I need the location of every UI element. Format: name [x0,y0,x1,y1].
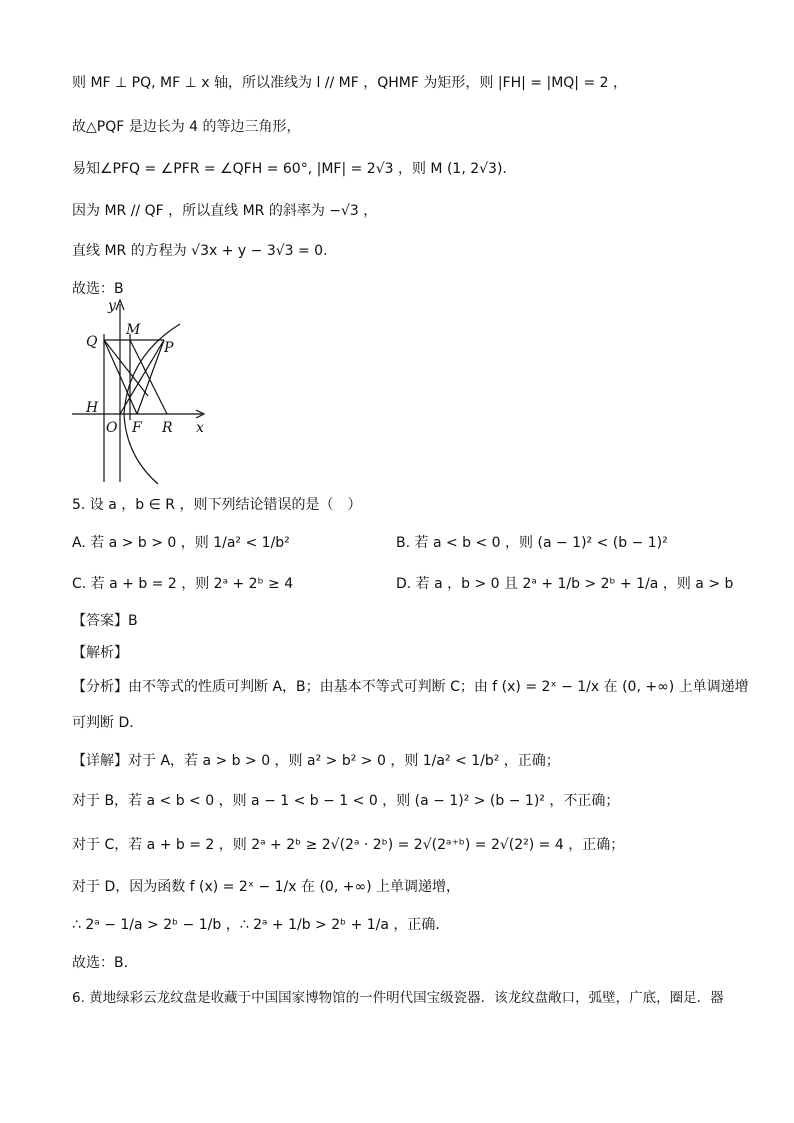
detail-line-3: 对于 C，若 a + b = 2 ，则 2ᵃ + 2ᵇ ≥ 2√(2ᵃ · 2ᵇ) = 2√(2ᵃ⁺ᵇ) = 2√(2²) = 4 ，正确； [72,837,625,853]
segment-misc [120,340,164,414]
label-r: R [162,420,173,436]
label-x: x [196,420,204,436]
text-line-4: 因为 MR // QF ，所以直线 MR 的斜率为 −√3 ， [72,203,378,219]
answer-label: 【答案】B [72,613,138,629]
detail-line-4: 对于 D，因为函数 f (x) = 2ˣ − 1/x 在 (0, +∞) 上单调递增， [72,879,461,895]
label-m: M [126,322,141,338]
question-5: 5. 设 a ，b ∈ R ，则下列结论错误的是（ ） [72,497,362,513]
question-6: 6. 黄地绿彩云龙纹盘是收藏于中国国家博物馆的一件明代国宝级瓷器．该龙纹盘敞口，弧壁，广底，圈足．器 [72,990,724,1006]
option-d: D. 若 a ，b > 0 且 2ᵃ + 1/b > 2ᵇ + 1/a ，则 a > b [396,576,734,592]
analysis-text-2: 可判断 D. [72,715,134,731]
option-a: A. 若 a > b > 0 ，则 1/a² < 1/b² [72,535,290,551]
label-h: H [86,400,99,416]
analysis-text: 【分析】由不等式的性质可判断 A，B；由基本不等式可判断 C；由 f (x) = 2ˣ − 1/x 在 (0, +∞) 上单调递增 [72,679,749,695]
label-y: y [108,298,116,314]
text-line-1: 则 MF ⊥ PQ, MF ⊥ x 轴，所以准线为 l // MF ，QHMF 为矩形，则 |FH| = |MQ| = 2 ， [72,75,628,91]
detail-line-1: 【详解】对于 A，若 a > b > 0 ，则 a² > b² > 0 ，则 1/a² < 1/b² ，正确； [72,753,560,769]
option-b: B. 若 a < b < 0 ，则 (a − 1)² < (b − 1)² [396,535,668,551]
answer-choice-prev: 故选：B [72,281,124,297]
label-p: P [164,340,174,356]
text-line-3: 易知∠PFQ = ∠PFR = ∠QFH = 60°, |MF| = 2√3 ，则 M (1, 2√3). [72,161,507,177]
label-o: O [106,420,118,436]
detail-line-5: ∴ 2ᵃ − 1/a > 2ᵇ − 1/b ，∴ 2ᵃ + 1/b > 2ᵇ + 1/a ，正确. [72,917,440,933]
detail-line-6: 故选：B. [72,955,129,971]
detail-line-2: 对于 B，若 a < b < 0 ，则 a − 1 < b − 1 < 0 ，则 (a − 1)² > (b − 1)² ，不正确； [72,793,620,809]
label-q: Q [86,334,98,350]
label-f: F [132,420,142,436]
text-line-5: 直线 MR 的方程为 √3x + y − 3√3 = 0. [72,243,328,259]
analysis-label: 【解析】 [72,645,128,661]
text-line-2: 故△PQF 是边长为 4 的等边三角形， [72,119,301,135]
segment-qr [104,340,148,396]
option-c: C. 若 a + b = 2 ，则 2ᵃ + 2ᵇ ≥ 4 [72,576,294,592]
segment-pf [137,340,164,414]
parabola-figure [72,296,222,488]
